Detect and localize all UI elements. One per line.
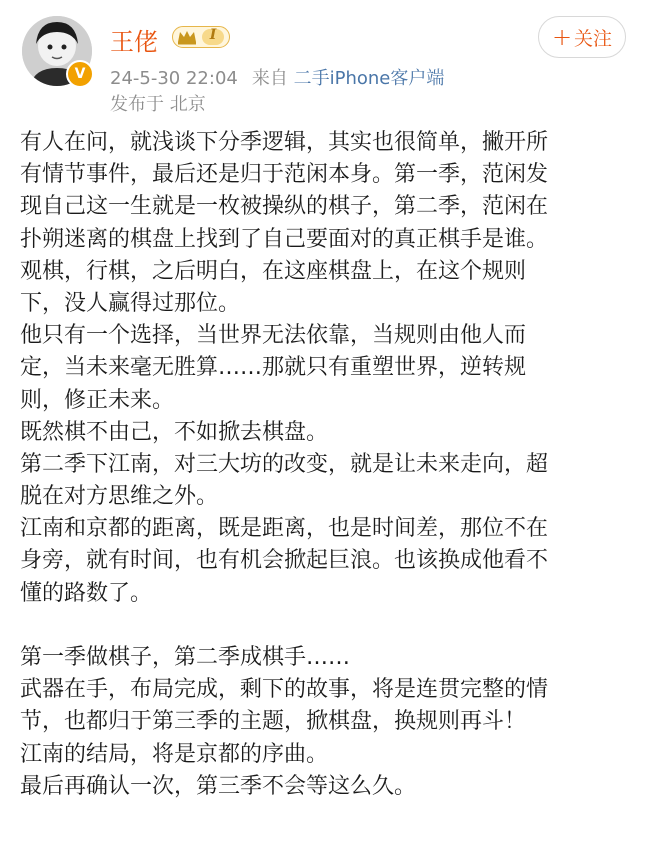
follow-button-label: 关注 (574, 27, 613, 50)
post-line: 扑朔迷离的棋盘上找到了自己要面对的真正棋手是谁。 (20, 226, 549, 252)
post-line: 江南的结局，将是京都的序曲。 (20, 741, 329, 767)
level-badge (172, 26, 230, 48)
post-body (20, 127, 652, 803)
post-line: 他只有一个选择，当世界无法依靠，当规则由他人而 (20, 323, 527, 349)
post-header (0, 0, 669, 120)
post-line: 第一季做棋子，第二季成棋手…… (20, 645, 351, 670)
post-line: 江南和京都的距离，既是距离，也是时间差，那位不在 (20, 516, 549, 542)
post-line: 则，修正未来。 (20, 387, 175, 413)
post-location: 发布于 北京 (110, 94, 206, 115)
post-line: 最后再确认一次，第三季不会等这么久。 (20, 773, 417, 799)
post-line: 现自己这一生就是一枚被操纵的棋子，第二季，范闲在 (20, 194, 549, 220)
post-line: 身旁，就有时间，也有机会掀起巨浪。也该换成他看不 (20, 548, 549, 574)
post-line-blank (20, 610, 652, 642)
from-label: 来自 (251, 68, 288, 89)
post-line: 第二季下江南，对三大坊的改变，就是让未来走向，超 (20, 451, 549, 477)
follow-button[interactable] (538, 16, 626, 58)
post-line: 有情节事件，最后还是归于范闲本身。第一季，范闲发 (20, 162, 549, 188)
post-line: 懂的路数了。 (20, 580, 153, 606)
source-link[interactable]: 二手iPhone客户端 (293, 68, 445, 89)
plus-icon: + (551, 23, 573, 51)
post-line: 节，也都归于第三季的主题，掀棋盘，换规则再斗！ (20, 709, 527, 735)
post-line: 定，当未来毫无胜算……那就只有重塑世界，逆转规 (20, 355, 527, 381)
post-meta (110, 64, 444, 90)
post-line: 脱在对方思维之外。 (20, 484, 219, 510)
post-line: 下，没人赢得过那位。 (20, 290, 241, 316)
crown-icon (172, 26, 230, 48)
user-name[interactable]: 王佬 (110, 28, 158, 56)
post-line: 有人在问，就浅谈下分季逻辑，其实也很简单，撇开所 (20, 130, 549, 155)
level-badge-label: I (209, 27, 217, 43)
post-line: 武器在手，布局完成，剩下的故事，将是连贯完整的情 (20, 677, 549, 703)
post-line: 既然棋不由己，不如掀去棋盘。 (20, 419, 329, 445)
post-date: 24-5-30 22:04 (110, 68, 238, 89)
post-line: 观棋，行棋，之后明白，在这座棋盘上，在这个规则 (20, 258, 527, 284)
verified-v-icon: V (66, 60, 94, 88)
